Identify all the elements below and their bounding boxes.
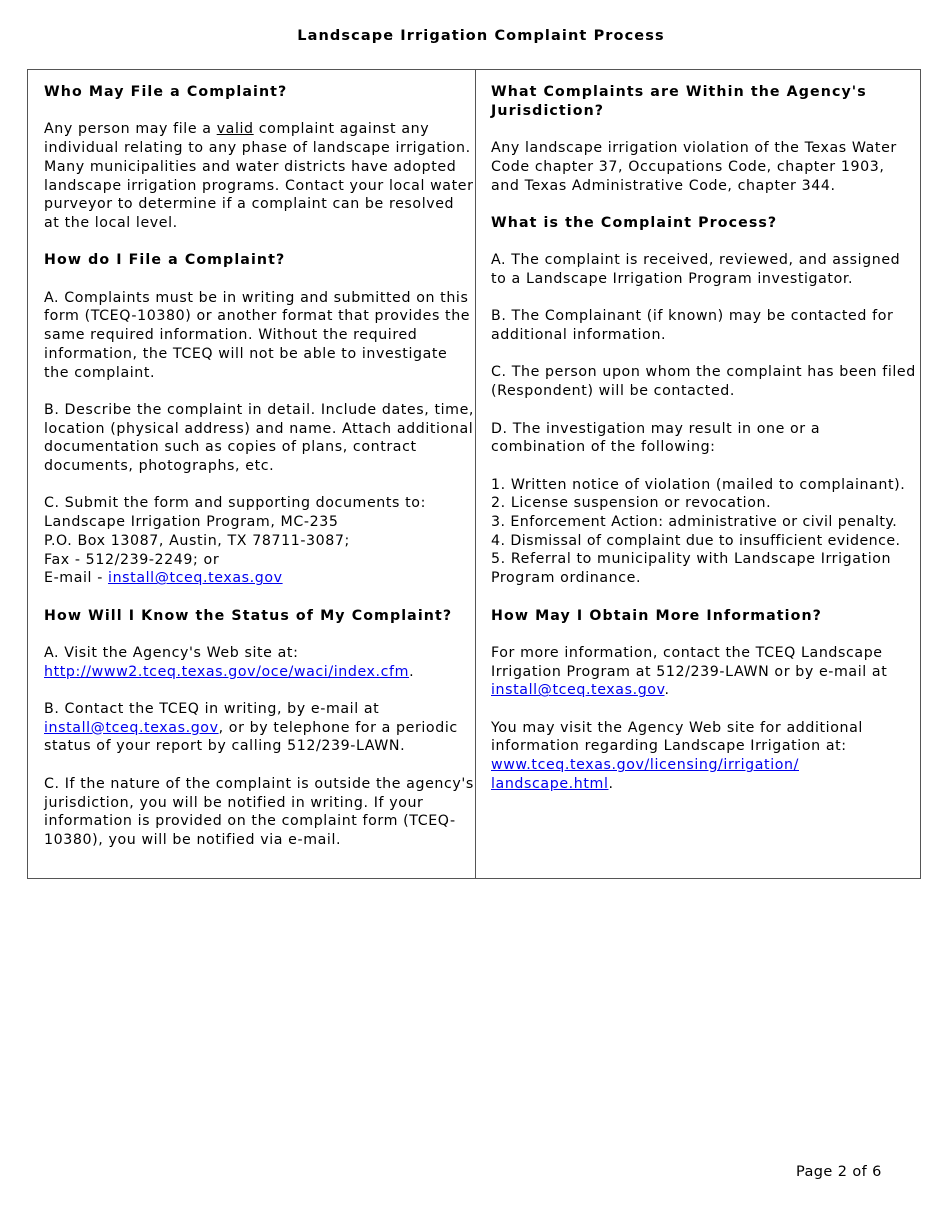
who-may-file-heading: Who May File a Complaint? (44, 84, 288, 100)
program-name: Landscape Irrigation Program, MC-235 (44, 514, 339, 531)
outcome-item: 5. Referral to municipality with Landscape Irrigation Program ordinance. (491, 551, 892, 587)
outcome-item: 4. Dismissal of complaint due to insufficient evidence. (491, 532, 901, 549)
irrigation-url-line-2 (491, 775, 916, 794)
visit-site-intro: A. Visit the Agency's Web site at: (44, 644, 299, 661)
submit-intro: C. Submit the form and supporting documents to: (44, 495, 426, 512)
outcome-item: 1. Written notice of violation (mailed to complainant). (491, 476, 906, 493)
valid-underlined-text: valid (216, 121, 254, 138)
how-file-item-c (44, 494, 474, 588)
irrigation-url-period: . (608, 775, 614, 792)
more-info-text (491, 644, 916, 700)
more-info-email-link[interactable]: install@tceq.texas.gov (491, 682, 665, 699)
irrigation-url-line[interactable] (491, 756, 916, 775)
how-file-heading: How do I File a Complaint? (44, 252, 286, 269)
how-file-item-a: A. Complaints must be in writing and submitted on this form (TCEQ-10380) or another format that provides the same required information. Without the required information, the TCEQ will not be able to investigate the complaint. (44, 289, 471, 381)
column-divider (475, 70, 476, 878)
status-url-line (44, 663, 474, 682)
status-item-a (44, 644, 474, 681)
status-url-period: . (409, 663, 415, 680)
process-item-b: B. The Complainant (if known) may be contacted for additional information. (491, 308, 894, 344)
status-email-link[interactable]: install@tceq.texas.gov (44, 719, 219, 736)
who-text-end: complaint against any individual relating to any phase of landscape irrigation. Many municipalities and water districts have adopted landscape irrigation programs. Contact your local water purveyor to determine if a complaint can be resolved at the local level. (44, 121, 474, 231)
outcome-item: 2. License suspension or revocation. (491, 495, 772, 512)
page-title: Landscape Irrigation Complaint Process (297, 28, 665, 44)
mailing-address: P.O. Box 13087, Austin, TX 78711-3087; (44, 532, 350, 549)
outcome-list (491, 476, 916, 588)
fax-number: Fax - 512/239-2249; or (44, 551, 220, 568)
process-heading: What is the Complaint Process? (491, 214, 778, 231)
more-info-heading: How May I Obtain More Information? (491, 607, 823, 624)
content-table (27, 69, 921, 879)
more-info-contact: For more information, contact the TCEQ Landscape Irrigation Program at 512/239-LAWN or by e-mail at (491, 644, 888, 680)
visit-agency-text (491, 719, 916, 794)
status-b-rest: , or by telephone for a periodic status of your report by calling 512/239-LAWN. (44, 719, 458, 755)
irrigation-url-link-part1[interactable]: www.tceq.texas.gov/licensing/irrigation/ (491, 757, 799, 774)
outcome-item: 3. Enforcement Action: administrative or civil penalty. (491, 514, 898, 531)
page-number: Page 2 of 6 (796, 1164, 882, 1180)
process-item-a: A. The complaint is received, reviewed, and assigned to a Landscape Irrigation Program investigator. (491, 252, 901, 287)
jurisdiction-heading: What Complaints are Within the Agency's Jurisdiction? (491, 84, 867, 119)
status-heading: How Will I Know the Status of My Complaint? (44, 607, 453, 624)
process-item-d: D. The investigation may result in one or a combination of the following: (491, 420, 821, 456)
email-label: E-mail - (44, 570, 109, 587)
email-line (44, 569, 474, 588)
who-text-start: Any person may file a (44, 121, 217, 138)
more-info-period: . (664, 682, 670, 699)
waci-url-link[interactable]: http://www2.tceq.texas.gov/oce/waci/index.cfm (44, 663, 410, 680)
jurisdiction-text: Any landscape irrigation violation of the Texas Water Code chapter 37, Occupations Code, chapter 1903, and Texas Administrative Code, chapter 344. (491, 140, 897, 194)
process-item-c: C. The person upon whom the complaint has been filed (Respondent) will be contacted. (491, 364, 916, 400)
left-column (44, 83, 474, 850)
submit-email-link[interactable]: install@tceq.texas.gov (108, 570, 283, 587)
visit-agency-intro: You may visit the Agency Web site for additional information regarding Landscape Irrigation at: (491, 719, 863, 755)
who-may-file-text (44, 120, 474, 232)
status-item-c: C. If the nature of the complaint is outside the agency's jurisdiction, you will be notified in writing. If your information is provided on the complaint form (TCEQ-10380), you will be notified via e-mail. (44, 775, 474, 848)
status-item-b (44, 700, 474, 756)
irrigation-url-link-part2[interactable]: landscape.html (491, 775, 609, 792)
right-column (491, 83, 916, 794)
how-file-item-b: B. Describe the complaint in detail. Include dates, time, location (physical address) and name. Attach additional documentation such as copies of plans, contract documents, photographs, etc. (44, 401, 475, 474)
status-b-intro: B. Contact the TCEQ in writing, by e-mail at (44, 701, 380, 718)
